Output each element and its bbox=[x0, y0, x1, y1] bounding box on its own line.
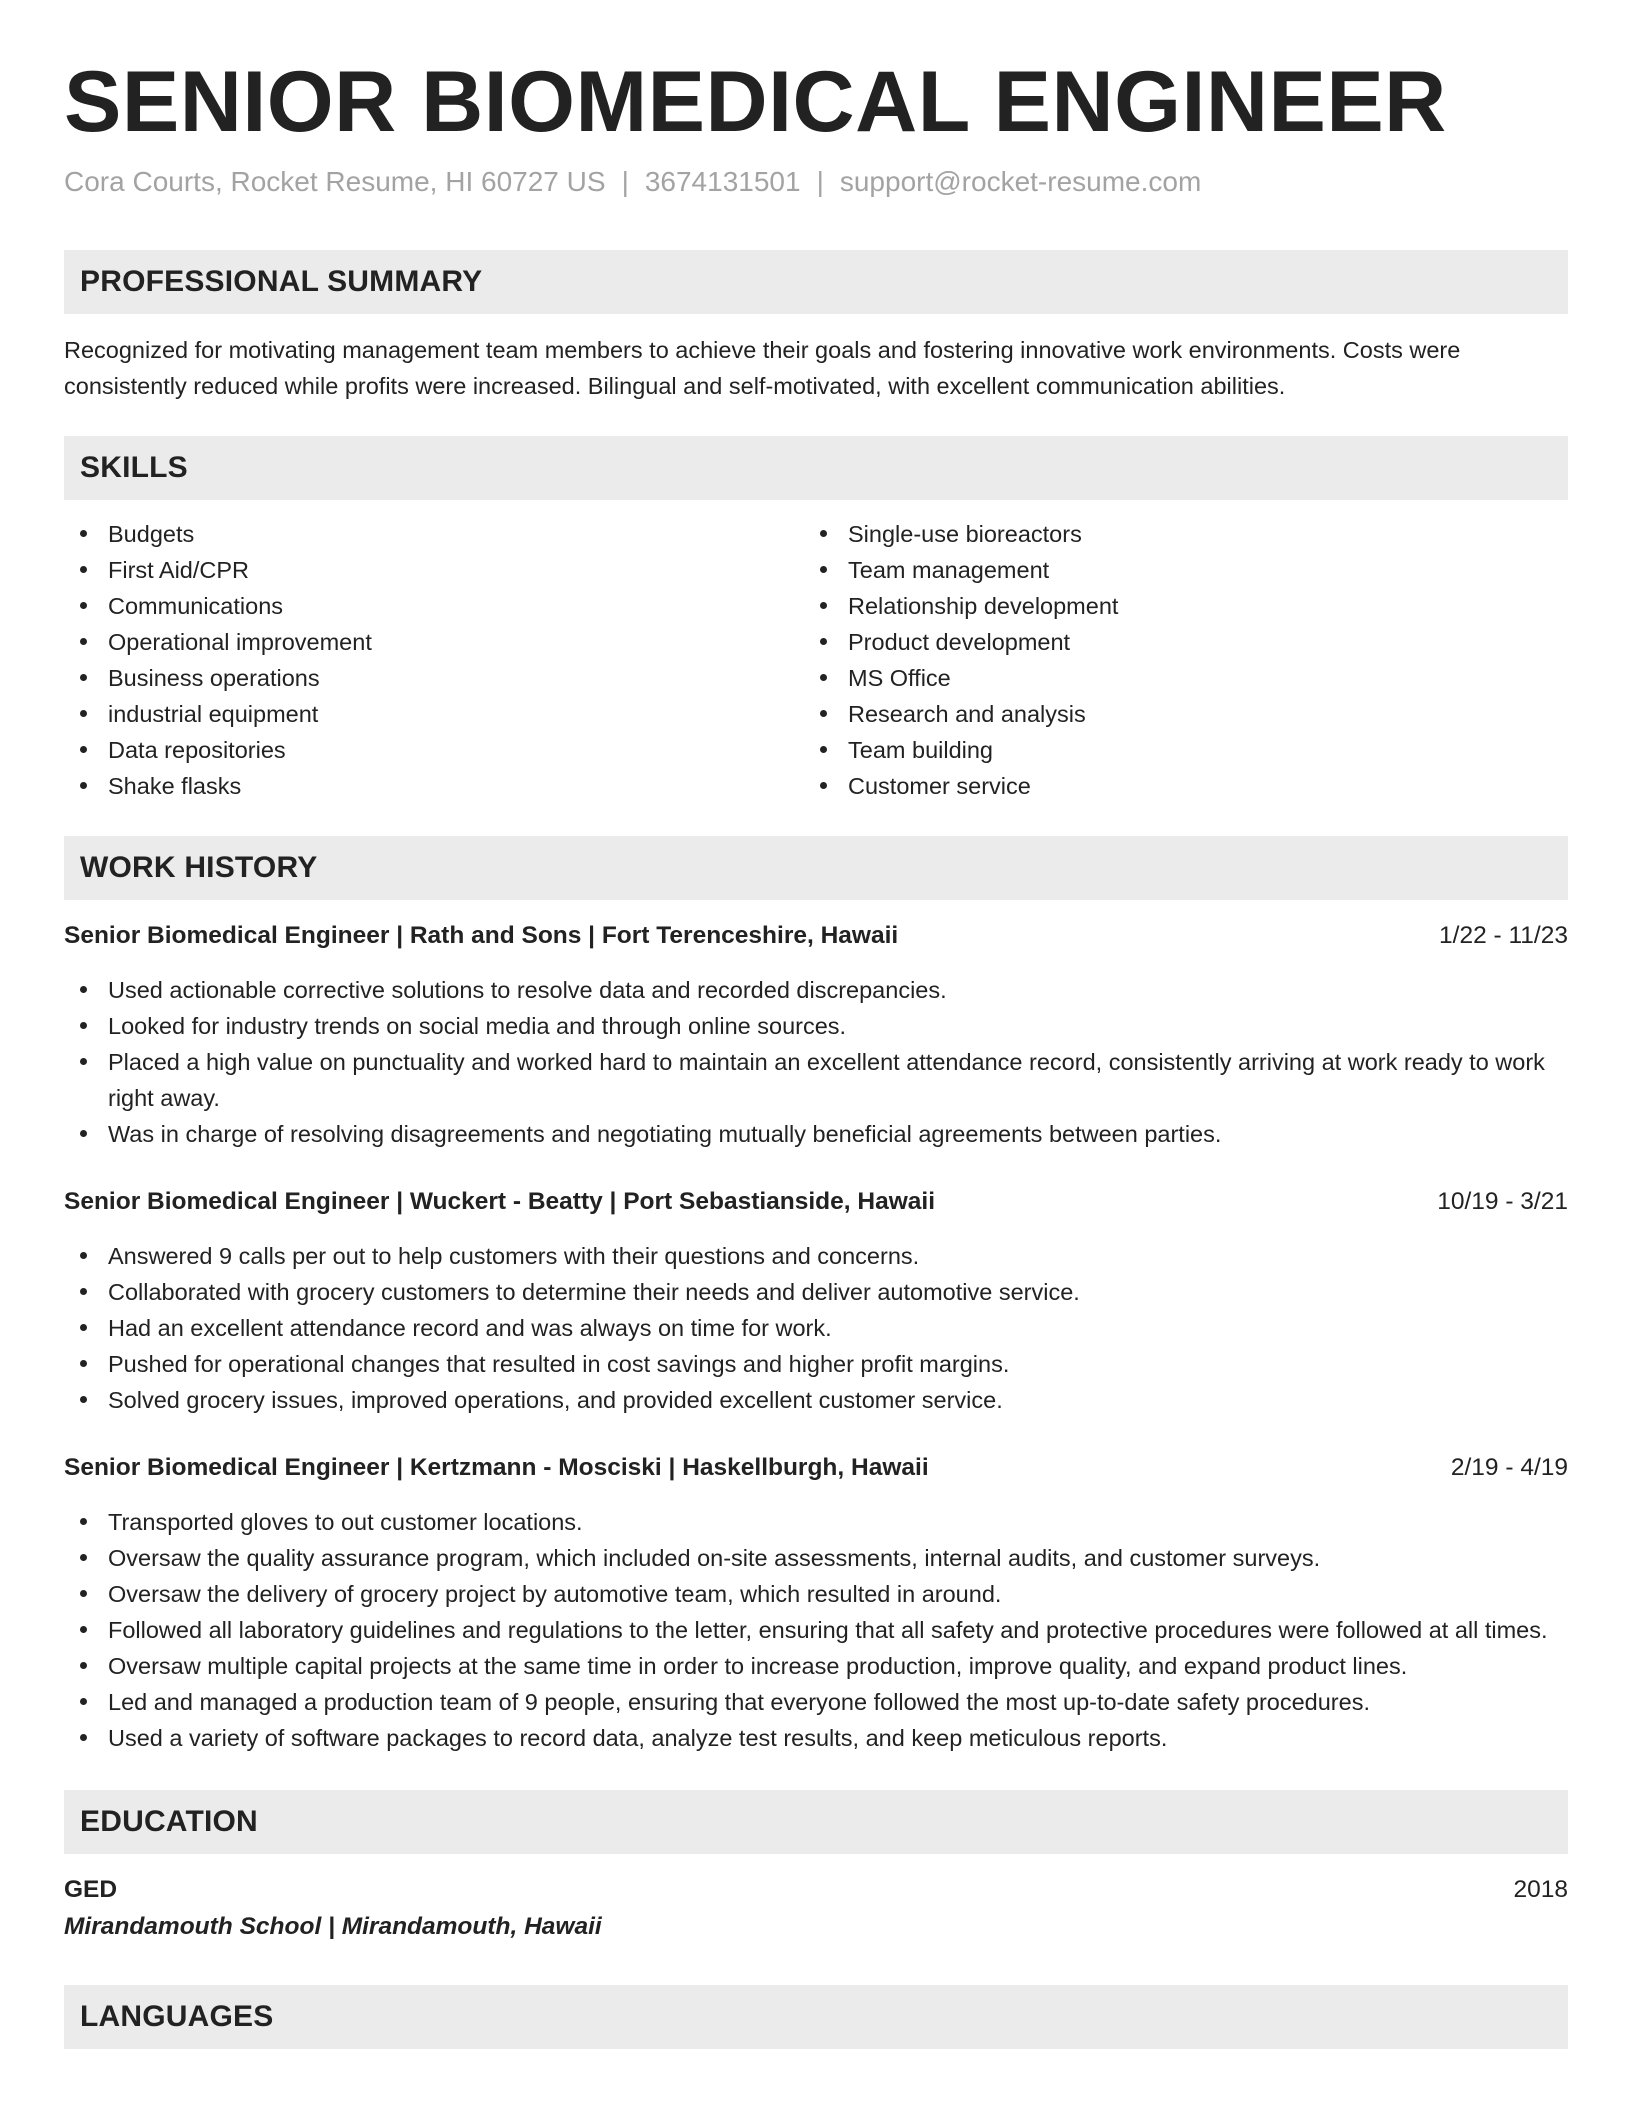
education-year: 2018 bbox=[1513, 1876, 1568, 1903]
skill-item: Product development bbox=[804, 624, 1544, 660]
skill-item: Customer service bbox=[804, 768, 1544, 804]
job-bullet: Collaborated with grocery customers to determine their needs and deliver automotive service. bbox=[64, 1274, 1568, 1310]
skills-list-right bbox=[804, 516, 1544, 804]
skill-item: Team building bbox=[804, 732, 1544, 768]
education-header bbox=[64, 1872, 1568, 1908]
job-bullet: Placed a high value on punctuality and worked hard to maintain an excellent attendance record, consistently arriving at work ready to work right away. bbox=[64, 1044, 1568, 1116]
skill-item: Communications bbox=[64, 588, 804, 624]
job-header bbox=[64, 1184, 1568, 1220]
skill-item: Business operations bbox=[64, 660, 804, 696]
skills-section bbox=[64, 436, 1568, 804]
skill-item: Data repositories bbox=[64, 732, 804, 768]
job-title: Senior Biomedical Engineer | Wuckert - Beatty | Port Sebastianside, Hawaii bbox=[64, 1188, 936, 1215]
job-bullet: Led and managed a production team of 9 people, ensuring that everyone followed the most up-to-date safety procedures. bbox=[64, 1684, 1568, 1720]
skill-item: Research and analysis bbox=[804, 696, 1544, 732]
education-entry bbox=[64, 1872, 1568, 1945]
languages-section bbox=[64, 1985, 1568, 2049]
job-bullet: Looked for industry trends on social media and through online sources. bbox=[64, 1008, 1568, 1044]
job-bullet: Oversaw the quality assurance program, which included on-site assessments, internal audits, and customer surveys. bbox=[64, 1540, 1568, 1576]
job-bullets bbox=[64, 972, 1568, 1152]
skill-item: Team management bbox=[804, 552, 1544, 588]
resume-title: SENIOR BIOMEDICAL ENGINEER bbox=[64, 54, 1447, 150]
job-bullet: Followed all laboratory guidelines and regulations to the letter, ensuring that all safety and protective procedures were followed at all times. bbox=[64, 1612, 1568, 1648]
skill-item: Single-use bioreactors bbox=[804, 516, 1544, 552]
skill-item: Relationship development bbox=[804, 588, 1544, 624]
job-bullet: Answered 9 calls per out to help customers with their questions and concerns. bbox=[64, 1238, 1568, 1274]
contact-address: Cora Courts, Rocket Resume, HI 60727 US bbox=[64, 166, 606, 197]
skill-item: First Aid/CPR bbox=[64, 552, 804, 588]
education-degree: GED bbox=[64, 1876, 118, 1903]
skills-list-left bbox=[64, 516, 804, 804]
job-bullet: Had an excellent attendance record and was always on time for work. bbox=[64, 1310, 1568, 1346]
job-header bbox=[64, 1450, 1568, 1486]
skill-item: Shake flasks bbox=[64, 768, 804, 804]
work-history-heading: WORK HISTORY bbox=[64, 836, 1568, 900]
contact-phone: 3674131501 bbox=[644, 166, 801, 197]
job-bullet: Solved grocery issues, improved operations, and provided excellent customer service. bbox=[64, 1382, 1568, 1418]
job-entry bbox=[64, 918, 1568, 1152]
work-history-section bbox=[64, 836, 1568, 1756]
job-bullet: Transported gloves to out customer locations. bbox=[64, 1504, 1568, 1540]
skill-item: Operational improvement bbox=[64, 624, 804, 660]
education-section bbox=[64, 1790, 1568, 1945]
skill-item: Budgets bbox=[64, 516, 804, 552]
job-dates: 10/19 - 3/21 bbox=[1437, 1188, 1568, 1215]
contact-line bbox=[64, 164, 1568, 200]
summary-section bbox=[64, 250, 1568, 404]
job-header bbox=[64, 918, 1568, 954]
job-title: Senior Biomedical Engineer | Kertzmann - Mosciski | Haskellburgh, Hawaii bbox=[64, 1454, 929, 1481]
job-entry bbox=[64, 1450, 1568, 1756]
job-bullet: Oversaw multiple capital projects at the same time in order to increase production, improve quality, and expand product lines. bbox=[64, 1648, 1568, 1684]
skill-item: MS Office bbox=[804, 660, 1544, 696]
job-bullet: Used a variety of software packages to record data, analyze test results, and keep meticulous reports. bbox=[64, 1720, 1568, 1756]
skills-grid bbox=[64, 516, 1568, 804]
contact-separator: | bbox=[621, 166, 629, 197]
job-entry bbox=[64, 1184, 1568, 1418]
languages-heading: LANGUAGES bbox=[64, 1985, 1568, 2049]
skills-heading: SKILLS bbox=[64, 436, 1568, 500]
job-bullet: Was in charge of resolving disagreements and negotiating mutually beneficial agreements between parties. bbox=[64, 1116, 1568, 1152]
education-heading: EDUCATION bbox=[64, 1790, 1568, 1854]
job-bullet: Used actionable corrective solutions to resolve data and recorded discrepancies. bbox=[64, 972, 1568, 1008]
job-bullet: Pushed for operational changes that resulted in cost savings and higher profit margins. bbox=[64, 1346, 1568, 1382]
contact-email: support@rocket-resume.com bbox=[839, 166, 1202, 197]
contact-separator: | bbox=[816, 166, 824, 197]
summary-heading: PROFESSIONAL SUMMARY bbox=[64, 250, 1568, 314]
job-dates: 2/19 - 4/19 bbox=[1450, 1454, 1568, 1481]
job-bullets bbox=[64, 1238, 1568, 1418]
education-school: Mirandamouth School | Mirandamouth, Hawaii bbox=[64, 1913, 602, 1940]
job-bullets bbox=[64, 1504, 1568, 1756]
job-bullet: Oversaw the delivery of grocery project by automotive team, which resulted in around. bbox=[64, 1576, 1568, 1612]
job-title: Senior Biomedical Engineer | Rath and Sons | Fort Terenceshire, Hawaii bbox=[64, 922, 899, 949]
skill-item: industrial equipment bbox=[64, 696, 804, 732]
job-dates: 1/22 - 11/23 bbox=[1439, 922, 1568, 949]
summary-text: Recognized for motivating management team members to achieve their goals and fostering innovative work environments. Costs were consistently reduced while profits were increased. Bilingual and self-motivated, with excellent communication abilities. bbox=[64, 337, 1461, 399]
